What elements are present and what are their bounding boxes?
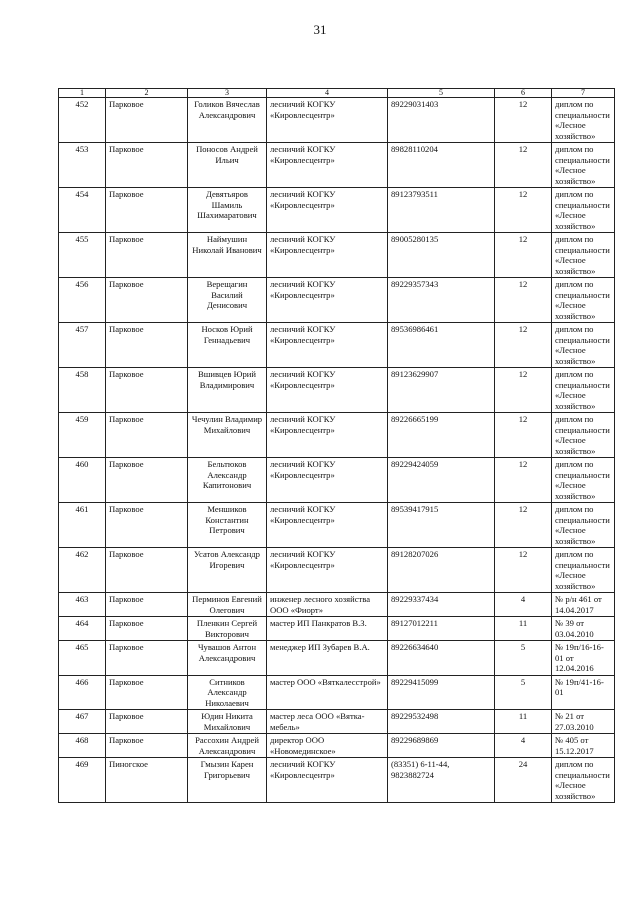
table-row [59, 368, 615, 413]
full-name: Верещагин Василий Денисович [188, 278, 267, 323]
locality: Парковое [106, 503, 188, 548]
phone-number: 89229689869 [388, 734, 495, 758]
position: лесничий КОГКУ «Кировлесцентр» [267, 413, 388, 458]
locality: Парковое [106, 323, 188, 368]
locality: Пиногское [106, 758, 188, 803]
qualification-document: диплом по специальности «Лесное хозяйство» [552, 413, 615, 458]
locality: Парковое [106, 98, 188, 143]
column-header: 3 [188, 89, 267, 98]
qualification-document: диплом по специальности «Лесное хозяйство» [552, 323, 615, 368]
phone-number: 89128207026 [388, 548, 495, 593]
table-row [59, 503, 615, 548]
experience-years: 12 [495, 278, 552, 323]
row-number: 453 [59, 143, 106, 188]
table-row [59, 548, 615, 593]
row-number: 469 [59, 758, 106, 803]
phone-number: (83351) 6-11-44, 9823882724 [388, 758, 495, 803]
position: лесничий КОГКУ «Кировлесцентр» [267, 503, 388, 548]
locality: Парковое [106, 458, 188, 503]
table-row [59, 413, 615, 458]
position: лесничий КОГКУ «Кировлесцентр» [267, 143, 388, 188]
header-row [59, 89, 615, 98]
table-row [59, 98, 615, 143]
experience-years: 4 [495, 734, 552, 758]
table-row [59, 758, 615, 803]
row-number: 454 [59, 188, 106, 233]
locality: Парковое [106, 368, 188, 413]
phone-number: 89226665199 [388, 413, 495, 458]
position: лесничий КОГКУ «Кировлесцентр» [267, 278, 388, 323]
qualification-document: диплом по специальности «Лесное хозяйство» [552, 233, 615, 278]
full-name: Ситников Александр Николаевич [188, 675, 267, 710]
row-number: 463 [59, 593, 106, 617]
full-name: Гмызин Карен Григорьевич [188, 758, 267, 803]
row-number: 466 [59, 675, 106, 710]
phone-number: 89229357343 [388, 278, 495, 323]
table-row [59, 593, 615, 617]
position: мастер леса ООО «Вятка-мебель» [267, 710, 388, 734]
qualification-document: диплом по специальности «Лесное хозяйство» [552, 98, 615, 143]
locality: Парковое [106, 675, 188, 710]
column-header: 7 [552, 89, 615, 98]
full-name: Меншиков Константин Петрович [188, 503, 267, 548]
column-header: 2 [106, 89, 188, 98]
full-name: Вшивцев Юрий Владимирович [188, 368, 267, 413]
row-number: 455 [59, 233, 106, 278]
table-row [59, 188, 615, 233]
row-number: 460 [59, 458, 106, 503]
position: менеджер ИП Зубарев В.А. [267, 641, 388, 676]
phone-number: 89127012211 [388, 617, 495, 641]
full-name: Чечулин Владимир Михайлович [188, 413, 267, 458]
experience-years: 12 [495, 323, 552, 368]
qualification-document: диплом по специальности «Лесное хозяйство» [552, 143, 615, 188]
experience-years: 12 [495, 368, 552, 413]
experience-years: 12 [495, 548, 552, 593]
row-number: 456 [59, 278, 106, 323]
experience-years: 5 [495, 675, 552, 710]
full-name: Носков Юрий Геннадьевич [188, 323, 267, 368]
locality: Парковое [106, 593, 188, 617]
experience-years: 11 [495, 617, 552, 641]
locality: Парковое [106, 641, 188, 676]
table-row [59, 278, 615, 323]
experience-years: 12 [495, 233, 552, 278]
phone-number: 89229415099 [388, 675, 495, 710]
qualification-document: диплом по специальности «Лесное хозяйство» [552, 758, 615, 803]
position: лесничий КОГКУ «Кировлесцентр» [267, 758, 388, 803]
phone-number: 89229424059 [388, 458, 495, 503]
row-number: 467 [59, 710, 106, 734]
locality: Парковое [106, 188, 188, 233]
qualification-document: № 19п/41-16-01 [552, 675, 615, 710]
position: лесничий КОГКУ «Кировлесцентр» [267, 548, 388, 593]
column-header: 4 [267, 89, 388, 98]
column-header: 5 [388, 89, 495, 98]
experience-years: 4 [495, 593, 552, 617]
table-row [59, 675, 615, 710]
experience-years: 12 [495, 98, 552, 143]
full-name: Бельтюков Александр Капитонович [188, 458, 267, 503]
experience-years: 5 [495, 641, 552, 676]
position: мастер ООО «Вяткалесстрой» [267, 675, 388, 710]
experience-years: 12 [495, 188, 552, 233]
column-header: 1 [59, 89, 106, 98]
table-row [59, 641, 615, 676]
position: лесничий КОГКУ «Кировлесцентр» [267, 233, 388, 278]
table-row [59, 617, 615, 641]
table-row [59, 323, 615, 368]
experience-years: 12 [495, 413, 552, 458]
full-name: Голиков Вячеслав Александрович [188, 98, 267, 143]
qualification-document: № 405 от 15.12.2017 [552, 734, 615, 758]
qualification-document: диплом по специальности «Лесное хозяйство» [552, 278, 615, 323]
full-name: Юдин Никита Михайлович [188, 710, 267, 734]
personnel-table [58, 88, 615, 803]
page-number: 31 [313, 22, 327, 37]
full-name: Перминов Евгений Олегович [188, 593, 267, 617]
column-header: 6 [495, 89, 552, 98]
locality: Парковое [106, 617, 188, 641]
position: инженер лесного хозяйства ООО «Фиорт» [267, 593, 388, 617]
position: лесничий КОГКУ «Кировлесцентр» [267, 98, 388, 143]
table-row [59, 233, 615, 278]
phone-number: 89229337434 [388, 593, 495, 617]
phone-number: 89229031403 [388, 98, 495, 143]
full-name: Пленкин Сергей Викторович [188, 617, 267, 641]
table-row [59, 143, 615, 188]
qualification-document: диплом по специальности «Лесное хозяйство» [552, 503, 615, 548]
full-name: Поносов Андрей Ильич [188, 143, 267, 188]
full-name: Наймушин Николай Иванович [188, 233, 267, 278]
experience-years: 12 [495, 143, 552, 188]
position: мастер ИП Панкратов В.З. [267, 617, 388, 641]
position: лесничий КОГКУ «Кировлесцентр» [267, 458, 388, 503]
full-name: Рассохин Андрей Александрович [188, 734, 267, 758]
locality: Парковое [106, 548, 188, 593]
phone-number: 89229532498 [388, 710, 495, 734]
row-number: 461 [59, 503, 106, 548]
experience-years: 12 [495, 458, 552, 503]
row-number: 468 [59, 734, 106, 758]
position: лесничий КОГКУ «Кировлесцентр» [267, 368, 388, 413]
experience-years: 12 [495, 503, 552, 548]
qualification-document: № 19п/16-16-01 от 12.04.2016 [552, 641, 615, 676]
position: лесничий КОГКУ «Кировлесцентр» [267, 188, 388, 233]
qualification-document: № 21 от 27.03.2010 [552, 710, 615, 734]
table-row [59, 710, 615, 734]
phone-number: 89536986461 [388, 323, 495, 368]
row-number: 452 [59, 98, 106, 143]
position: директор ООО «Новомединское» [267, 734, 388, 758]
table-body [59, 98, 615, 803]
row-number: 457 [59, 323, 106, 368]
table-row [59, 458, 615, 503]
experience-years: 24 [495, 758, 552, 803]
row-number: 458 [59, 368, 106, 413]
phone-number: 89539417915 [388, 503, 495, 548]
locality: Парковое [106, 710, 188, 734]
position: лесничий КОГКУ «Кировлесцентр» [267, 323, 388, 368]
locality: Парковое [106, 413, 188, 458]
qualification-document: диплом по специальности «Лесное хозяйство» [552, 188, 615, 233]
locality: Парковое [106, 143, 188, 188]
row-number: 464 [59, 617, 106, 641]
phone-number: 89226634640 [388, 641, 495, 676]
qualification-document: № 39 от 03.04.2010 [552, 617, 615, 641]
experience-years: 11 [495, 710, 552, 734]
row-number: 465 [59, 641, 106, 676]
qualification-document: диплом по специальности «Лесное хозяйство» [552, 548, 615, 593]
full-name: Девятьяров Шамиль Шахимаратович [188, 188, 267, 233]
full-name: Чувашов Антон Александрович [188, 641, 267, 676]
phone-number: 89005280135 [388, 233, 495, 278]
phone-number: 89123793511 [388, 188, 495, 233]
locality: Парковое [106, 233, 188, 278]
locality: Парковое [106, 734, 188, 758]
full-name: Усатов Александр Игоревич [188, 548, 267, 593]
qualification-document: диплом по специальности «Лесное хозяйство» [552, 368, 615, 413]
table-row [59, 734, 615, 758]
qualification-document: № р/н 461 от 14.04.2017 [552, 593, 615, 617]
qualification-document: диплом по специальности «Лесное хозяйство» [552, 458, 615, 503]
locality: Парковое [106, 278, 188, 323]
row-number: 459 [59, 413, 106, 458]
row-number: 462 [59, 548, 106, 593]
phone-number: 89123629907 [388, 368, 495, 413]
phone-number: 89828110204 [388, 143, 495, 188]
